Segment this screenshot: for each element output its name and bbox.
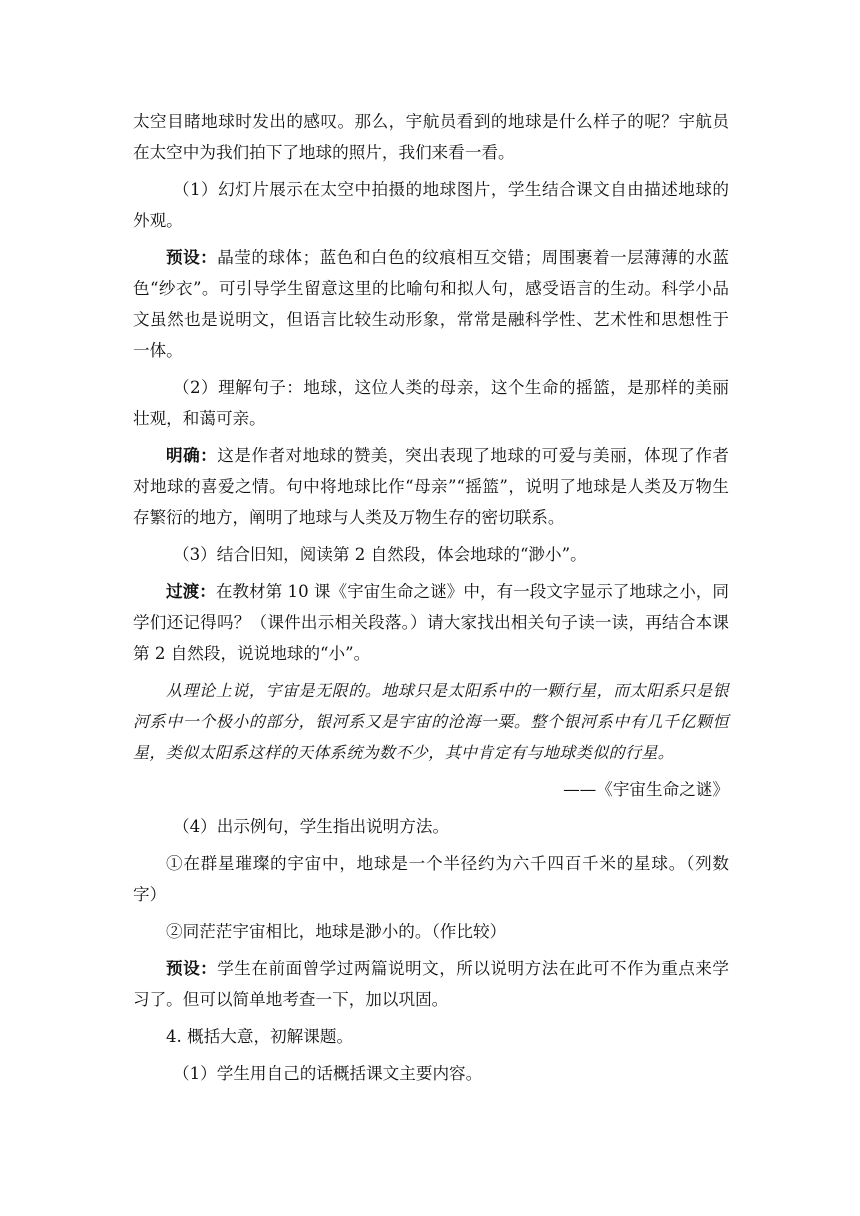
paragraph-step-1 — [133, 174, 729, 236]
paragraph-step-2 — [133, 372, 729, 434]
quote-source — [133, 774, 729, 805]
paragraph-text: （3）结合旧知，阅读第 2 自然段，体会地球的“渺小”。 — [173, 545, 587, 564]
paragraph-label: 预设： — [166, 958, 218, 978]
example-sentence-2 — [133, 916, 729, 947]
paragraph-text: （4）出示例句，学生指出说明方法。 — [173, 817, 450, 836]
paragraph-text: ①在群星璀璨的宇宙中，地球是一个半径约为六千四百千米的星球。（列数字） — [133, 854, 729, 904]
paragraph-transition — [133, 576, 729, 669]
paragraph-step-4-1 — [133, 1058, 729, 1089]
paragraph-preset-2 — [133, 953, 729, 1015]
paragraph-text: 学生在前面曾学过两篇说明文，所以说明方法在此可不作为重点来学习了。但可以简单地考查一下，加以巩固。 — [133, 959, 730, 1009]
paragraph-text: （2）理解句子：地球，这位人类的母亲，这个生命的摇篮，是那样的美丽壮观，和蔼可亲。 — [133, 378, 729, 428]
example-sentence-1 — [133, 848, 729, 910]
paragraph-text: 在教材第 10 课《宇宙生命之谜》中，有一段文字显示了地球之小，同学们还记得吗？（课件出示相关段落。）请大家找出相关句子读一读，再结合本课第 2 自然段，说说地球的“小”。 — [133, 582, 729, 663]
paragraph-text: 太空目睹地球时发出的感叹。那么，宇航员看到的地球是什么样子的呢？宇航员在太空中为我们拍下了地球的照片，我们来看一看。 — [133, 112, 729, 162]
paragraph-clarify — [133, 440, 729, 533]
paragraph-preset-1 — [133, 242, 729, 366]
document-body — [133, 106, 729, 1095]
paragraph-text: 晶莹的球体；蓝色和白色的纹痕相互交错；周围裹着一层薄薄的水蓝色“纱衣”。可引导学生留意这里的比喻句和拟人句，感受语言的生动。科学小品文虽然也是说明文，但语言比较生动形象，常常是融科学性、艺术性和思想性于一体。 — [133, 248, 730, 360]
paragraph-text: 4. 概括大意，初解课题。 — [166, 1027, 354, 1046]
paragraph-text: 从理论上说，宇宙是无限的。地球只是太阳系中的一颗行星，而太阳系只是银河系中一个极小的部分，银河系又是宇宙的沧海一粟。整个银河系中有几千亿颗恒星，类似太阳系这样的天体系统为数不少，其中肯定有与地球类似的行星。 — [133, 681, 729, 762]
section-heading — [133, 1021, 729, 1052]
paragraph-label: 明确： — [166, 445, 218, 465]
paragraph-label: 过渡： — [166, 581, 216, 601]
paragraph-text: （1）幻灯片展示在太空中拍摄的地球图片，学生结合课文自由描述地球的外观。 — [133, 180, 729, 230]
paragraph-text: （1）学生用自己的话概括课文主要内容。 — [173, 1064, 483, 1083]
quoted-passage — [133, 675, 729, 768]
paragraph-label: 预设： — [166, 247, 218, 267]
paragraph-step-3 — [133, 539, 729, 570]
paragraph-text: ——《宇宙生命之谜》 — [563, 780, 729, 799]
paragraph-step-4 — [133, 811, 729, 842]
paragraph-intro — [133, 106, 729, 168]
paragraph-text: ②同茫茫宇宙相比，地球是渺小的。（作比较） — [166, 922, 507, 941]
paragraph-text: 这是作者对地球的赞美，突出表现了地球的可爱与美丽，体现了作者对地球的喜爱之情。句中将地球比作“母亲”“摇篮”，说明了地球是人类及万物生存繁衍的地方，阐明了地球与人类及万物生存的密切联系。 — [133, 446, 730, 527]
